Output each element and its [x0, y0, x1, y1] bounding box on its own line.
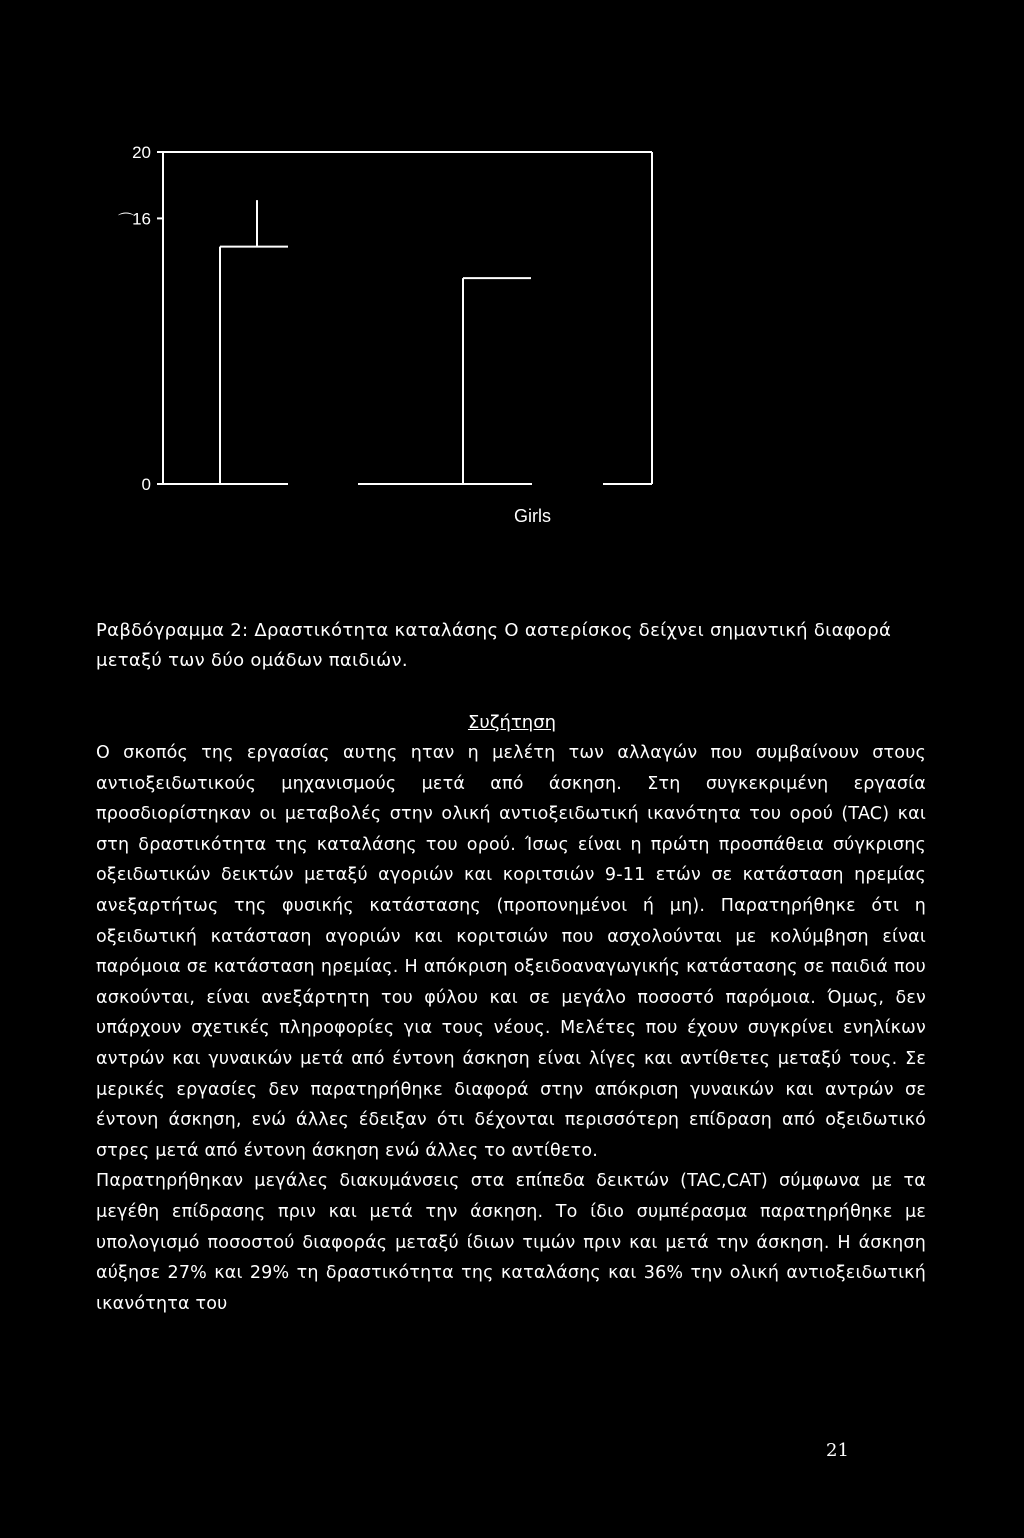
y-axis-marker: ⌒ [118, 213, 135, 230]
y-tick-label: 20 [132, 143, 151, 162]
paragraph: Ο σκοπός της εργασίας αυτης ηταν η μελέτη των αλλαγών που συμβαίνουν στους αντιοξειδωτικούς μηχανισμούς μετά από άσκηση. Στη συγκεκριμένη εργασία προσδιορίστηκαν οι μεταβολές στην ολική αντιοξειδωτική ικανότητα του ορού (TAC) και στη δραστικότητα της καταλάσης του ορού. Ίσως είναι η πρώτη προσπάθεια σύγκρισης οξειδωτικών δεικτών μεταξύ αγοριών και κοριτσιών 9-11 ετών σε κατάσταση ηρεμίας ανεξαρτήτως της φυσικής κατάστασης (προπονημένοι ή μη). Παρατηρήθηκε ότι η οξειδωτική κατάσταση αγοριών και κοριτσιών που ασχολούνται με κολύμβηση είναι παρόμοια σε κατάσταση ηρεμίας. Η απόκριση οξειδοαναγωγικής κατάστασης σε παιδιά που ασκούνται, είναι ανεξάρτητη του φύλου και σε μεγάλο ποσοστό παρόμοια. Όμως, δεν υπάρχουν σχετικές πληροφορίες για τους νέους. Μελέτες που έχουν συγκρίνει ενηλίκων αντρών και γυναικών μετά από έντονη άσκηση είναι λίγες και αντίθετες μεταξύ τους. Σε μερικές εργασίες δεν παρατηρήθηκε διαφορά στην απόκριση γυναικών και αντρών σε έντονη άσκηση, ενώ άλλες έδειξαν ότι δέχονται περισσότερη επίδραση από οξειδωτικό στρες μετά από έντονη άσκηση ενώ άλλες το αντίθετο. [96, 743, 926, 1161]
chart-axes [163, 152, 652, 484]
chart-bars [220, 200, 531, 484]
discussion-text [96, 738, 926, 1319]
catalase-bar-chart [0, 0, 1024, 560]
page-number: 21 [826, 1440, 849, 1461]
x-axis-label: Girls [514, 506, 551, 526]
paragraph: Παρατηρήθηκαν μεγάλες διακυμάνσεις στα επίπεδα δεικτών (TAC,CAT) σύμφωνα με τα μεγέθη επίδρασης πριν και μετά την άσκηση. Το ίδιο συμπέρασμα παρατηρήθηκε με υπολογισμό ποσοστού διαφοράς μεταξύ ίδιων τιμών πριν και μετά την άσκηση. Η άσκηση αύξησε 27% και 29% τη δραστικότητα της καταλάσης και 36% την ολική αντιοξειδωτική ικανότητα του [96, 1171, 926, 1314]
figure-caption: Ραβδόγραμμα 2: Δραστικότητα καταλάσης Ο αστερίσκος δείχνει σημαντική διαφορά μεταξύ των δύο ομάδων παιδιών. [96, 620, 892, 671]
y-tick-label: 0 [141, 475, 151, 494]
section-heading: Συζήτηση [467, 712, 557, 733]
chart-y-ticks [132, 143, 163, 494]
y-tick-label: 16 [132, 209, 151, 229]
